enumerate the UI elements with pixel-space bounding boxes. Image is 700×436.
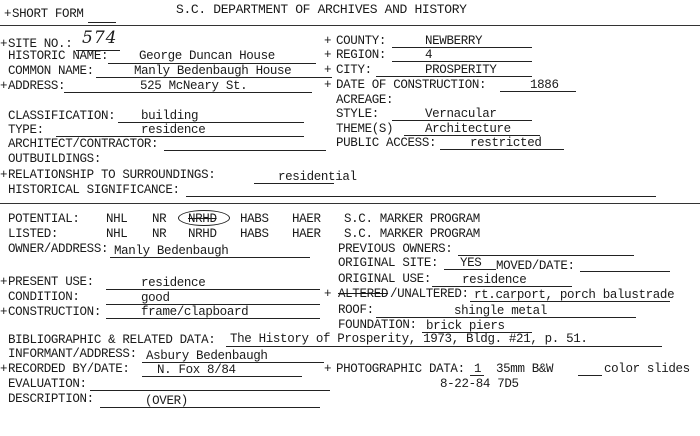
evaluation-line [90, 390, 330, 391]
foundation-value: brick piers [426, 319, 505, 333]
description-value: (OVER) [145, 394, 188, 408]
construction-value: frame/clapboard [141, 305, 249, 319]
recorded-label: RECORDED BY/DATE: [8, 362, 130, 376]
potential-habs: HABS [240, 212, 269, 226]
architect-line [164, 150, 326, 151]
plus-mark: + [0, 362, 8, 376]
previous-owners-line [458, 255, 634, 256]
county-value: NEWBERRY [425, 34, 483, 48]
site-no-value: 574 [82, 28, 118, 48]
owner-value: Manly Bedenbaugh [114, 244, 229, 258]
moved-date-label: MOVED/DATE: [496, 259, 575, 273]
owner-label: OWNER/ADDRESS: [8, 242, 109, 256]
historic-name-value: George Duncan House [139, 49, 275, 63]
type-value: residence [141, 123, 206, 137]
plus-mark: + [324, 362, 332, 376]
historic-name-label: HISTORIC NAME: [8, 49, 109, 63]
county-line [392, 47, 532, 48]
plus-mark: + [4, 7, 12, 21]
plus-mark: + [0, 37, 8, 51]
roof-value: shingle metal [454, 304, 547, 318]
potential-label: POTENTIAL: [8, 212, 80, 226]
plus-mark: + [0, 79, 8, 93]
header-rule [0, 25, 700, 26]
plus-mark: + [324, 48, 332, 62]
listed-nhl: NHL [106, 227, 128, 241]
plus-mark: + [0, 305, 8, 319]
photographic-label: PHOTOGRAPHIC DATA: [336, 362, 465, 376]
photo-count-line [470, 375, 484, 376]
city-value: PROSPERITY [425, 63, 497, 77]
description-label: DESCRIPTION: [8, 392, 94, 406]
short-form-label: SHORT FORM [12, 7, 84, 21]
altered-line [470, 301, 670, 302]
photo-type-value: 35mm B&W [496, 362, 554, 376]
condition-value: good [141, 291, 170, 305]
listed-habs: HABS [240, 227, 269, 241]
photo-ref-value: 8-22-84 7D5 [440, 377, 519, 391]
public-access-label: PUBLIC ACCESS: [336, 136, 437, 150]
classification-label: CLASSIFICATION: [8, 109, 116, 123]
photo-color-line [578, 375, 602, 376]
present-use-line [106, 289, 320, 290]
original-site-value: YES [460, 256, 482, 270]
site-no-label: SITE NO.: [8, 37, 73, 51]
recorded-value: N. Fox 8/84 [157, 363, 236, 377]
moved-date-line [580, 271, 670, 272]
acreage-label: ACREAGE: [336, 93, 394, 107]
potential-nr: NR [152, 212, 167, 226]
date-construction-value: 1886 [530, 78, 559, 92]
address-line [64, 92, 312, 93]
bibliographic-label: BIBLIOGRAPHIC & RELATED DATA: [8, 333, 216, 347]
listed-haer: HAER [292, 227, 321, 241]
listed-nr: NR [152, 227, 167, 241]
region-line [392, 61, 532, 62]
section-rule [0, 203, 700, 204]
original-site-line [444, 269, 496, 270]
construction-line [106, 318, 320, 319]
region-label: REGION: [336, 48, 387, 62]
significance-label: HISTORICAL SIGNIFICANCE: [8, 183, 180, 197]
common-name-value: Manly Bedenbaugh House [134, 64, 292, 78]
plus-mark: + [0, 275, 8, 289]
photo-count-value: 1 [474, 362, 482, 376]
informant-value: Asbury Bedenbaugh [146, 349, 268, 363]
city-line [376, 76, 532, 77]
date-construction-label: DATE OF CONSTRUCTION: [336, 78, 487, 92]
potential-nrhd: NRHD [188, 212, 217, 226]
city-label: CITY: [336, 63, 372, 77]
plus-mark: + [0, 168, 8, 182]
short-form-blank [88, 22, 116, 23]
public-access-line [440, 149, 564, 150]
relationship-label: RELATIONSHIP TO SURROUNDINGS: [8, 168, 216, 182]
style-label: STYLE: [336, 107, 379, 121]
recorded-line [142, 376, 302, 377]
original-use-value: residence [462, 273, 527, 287]
plus-mark: + [324, 78, 332, 92]
potential-marker: S.C. MARKER PROGRAM [344, 212, 480, 226]
bibliographic-line [226, 346, 662, 347]
relationship-line [254, 183, 334, 184]
form-title: S.C. DEPARTMENT OF ARCHIVES AND HISTORY [176, 2, 467, 17]
significance-line [186, 196, 656, 197]
date-construction-line [500, 91, 576, 92]
original-site-label: ORIGINAL SITE: [338, 256, 439, 270]
listed-nrhd: NRHD [188, 227, 217, 241]
potential-nhl: NHL [106, 212, 128, 226]
photo-color-value: color slides [604, 362, 690, 376]
potential-haer: HAER [292, 212, 321, 226]
altered-value: rt.carport, porch balustrade [474, 288, 675, 302]
common-name-label: COMMON NAME: [8, 64, 94, 78]
style-line [392, 120, 532, 121]
style-value: Vernacular [425, 107, 497, 121]
original-use-label: ORIGINAL USE: [338, 272, 431, 286]
common-name-line [96, 77, 332, 78]
listed-label: LISTED: [8, 227, 59, 241]
owner-line [110, 257, 310, 258]
present-use-label: PRESENT USE: [8, 275, 94, 289]
description-line [100, 407, 320, 408]
bibliographic-value: The History of Prosperity, 1973, Bldg. #21, p. 51. [230, 332, 588, 346]
foundation-label: FOUNDATION: [338, 318, 417, 332]
roof-label: ROOF: [338, 303, 374, 317]
plus-mark: + [324, 34, 332, 48]
present-use-value: residence [141, 276, 206, 290]
plus-mark: + [324, 63, 332, 77]
type-label: TYPE: [8, 123, 44, 137]
altered-label: ALTERED [338, 287, 389, 301]
unaltered-label: /UNALTERED: [390, 287, 469, 301]
public-access-value: restricted [470, 136, 542, 150]
plus-mark: + [324, 287, 332, 301]
address-label: ADDRESS: [8, 79, 66, 93]
relationship-value: residential [278, 170, 357, 184]
address-value: 525 McNeary St. [140, 79, 248, 93]
classification-value: building [141, 109, 199, 123]
construction-label: CONSTRUCTION: [8, 305, 101, 319]
condition-label: CONDITION: [8, 290, 80, 304]
theme-value: Architecture [425, 122, 511, 136]
county-label: COUNTY: [336, 34, 387, 48]
outbuildings-label: OUTBUILDINGS: [8, 152, 101, 166]
informant-label: INFORMANT/ADDRESS: [8, 347, 137, 361]
previous-owners-label: PREVIOUS OWNERS: [338, 242, 453, 256]
architect-label: ARCHITECT/CONTRACTOR: [8, 137, 159, 151]
listed-marker: S.C. MARKER PROGRAM [344, 227, 480, 241]
nrhd-circle-mark [178, 210, 230, 226]
region-value: 4 [425, 48, 433, 62]
theme-label: THEME(S) [336, 122, 394, 136]
evaluation-label: EVALUATION: [8, 377, 87, 391]
